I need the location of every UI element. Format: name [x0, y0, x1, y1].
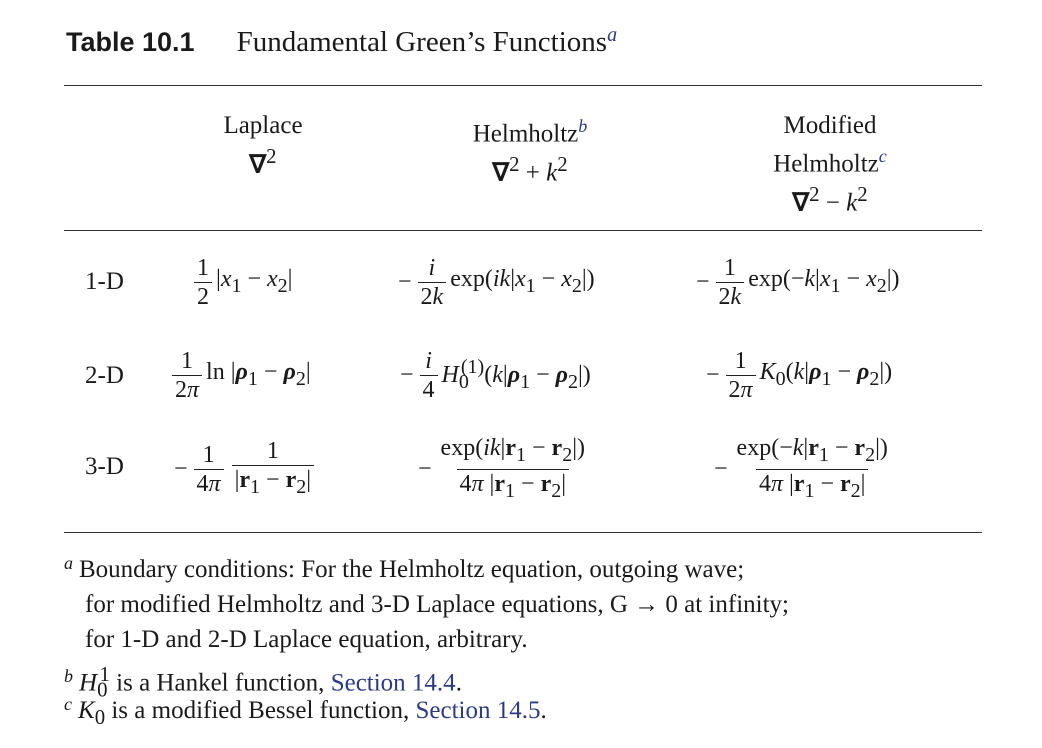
- column-footnote-mark[interactable]: c: [878, 146, 887, 166]
- column-name-wrap: [730, 141, 930, 179]
- footnote-mark: c: [64, 694, 72, 714]
- footnote-a: [64, 552, 744, 589]
- cell-2d-helmholtz: − $\frac{i}{4}$ $H_0^{(1)}(k|\rho_1 - \rho_2|)$: [400, 347, 591, 403]
- footnote-c: $^c$ $K_0$ is a modified Bessel function, Section 14.5.: [64, 694, 547, 729]
- row-label-3d: 3-D: [85, 453, 124, 480]
- footnote-a-line1: Boundary conditions: For the Helmholtz equation, outgoing wave;: [79, 556, 745, 583]
- fraction: $\frac{1}{2\pi}$: [172, 348, 202, 403]
- section-link[interactable]: Section 14.5: [415, 697, 541, 724]
- fraction: $\frac{\exp(ik|r_1 - r_2|)}{4\pi |r_1 - r_2|}$: [440, 434, 585, 502]
- cell-3d-modified-helmholtz: − $\frac{\exp(-k|r_1 - r_2|)}{4\pi |r_1 - r_2|}$: [714, 438, 895, 500]
- cell-1d-laplace: $\frac{1}{2}$ $|x_1 - x_2|$: [190, 253, 292, 311]
- table-title: [66, 23, 618, 70]
- column-operator: $\nabla^2 - k^2$: [792, 182, 868, 217]
- column-operator: $\nabla^2 + k^2$: [492, 152, 568, 187]
- column-header-laplace: [188, 111, 338, 180]
- fraction: $\frac{\exp(-k|r_1 - r_2|)}{4\pi |r_1 - r_2|}$: [736, 434, 888, 502]
- fraction: $\frac{i}{2k}$: [418, 255, 447, 310]
- footnote-b: $^b$ $H_0^1$ is a Hankel function, Section 14.4.: [64, 662, 462, 702]
- cell-3d-helmholtz: − $\frac{\exp(ik|r_1 - r_2|)}{4\pi |r_1 - r_2|}$: [418, 438, 592, 500]
- table-caption: Fundamental Green’s Functions: [236, 26, 608, 58]
- section-link[interactable]: Section 14.4: [330, 669, 456, 697]
- cell-2d-modified-helmholtz: − $\frac{1}{2\pi}$ $K_0(k|\rho_1 - \rho_2|)$: [706, 347, 893, 403]
- footnote-b-text: is a Hankel function,: [116, 669, 325, 697]
- footnote-mark: b: [64, 666, 73, 687]
- fraction: $\frac{1}{2k}$: [716, 255, 745, 310]
- fraction: $\frac{1}{2}$: [194, 255, 212, 310]
- footnote-a-line3: for 1-D and 2-D Laplace equation, arbitrary.: [85, 626, 528, 653]
- fraction: $\frac{1}{4\pi}$: [194, 442, 224, 497]
- cell-1d-helmholtz: − $\frac{i}{2k}$ $\exp(ik|x_1 - x_2|)$: [398, 254, 595, 310]
- fraction: $\frac{1}{|r_1 - r_2|}$: [232, 438, 314, 500]
- column-operator: ∇$^2$: [249, 144, 277, 179]
- column-name: Helmholtz: [472, 120, 579, 148]
- bottom-rule: [64, 532, 982, 533]
- column-footnote-mark[interactable]: b: [578, 116, 588, 136]
- footnote-a-line2: for modified Helmholtz and 3-D Laplace equations, G → 0 at infinity;: [85, 591, 789, 618]
- table-number: Table 10.1: [66, 27, 195, 57]
- top-rule: [64, 85, 982, 86]
- row-label-2d: 2-D: [85, 362, 124, 389]
- title-footnote-mark[interactable]: a: [607, 23, 618, 46]
- fraction: $\frac{i}{4}$: [420, 348, 438, 403]
- column-name-wrap: [420, 111, 640, 149]
- column-name-line1: Modified: [783, 112, 877, 139]
- cell-2d-laplace: $\frac{1}{2\pi}$ $\ln |\rho_1 - \rho_2|$: [168, 346, 311, 404]
- column-name: Laplace: [223, 112, 303, 139]
- column-header-helmholtz: [420, 111, 640, 189]
- footnote-mark: a: [64, 553, 73, 573]
- row-label-1d: 1-D: [85, 268, 124, 295]
- footnote-c-text: is a modified Bessel function,: [111, 697, 410, 724]
- column-header-modified-helmholtz: [730, 111, 930, 219]
- fraction: $\frac{1}{2\pi}$: [726, 348, 756, 403]
- cell-1d-modified-helmholtz: − $\frac{1}{2k}$ $\exp(-k|x_1 - x_2|)$: [696, 254, 900, 310]
- column-name: Helmholtz: [773, 150, 879, 178]
- cell-3d-laplace: − $\frac{1}{4\pi}$ $\frac{1}{|r_1 - r_2|}$: [174, 438, 318, 500]
- header-rule: [64, 230, 982, 231]
